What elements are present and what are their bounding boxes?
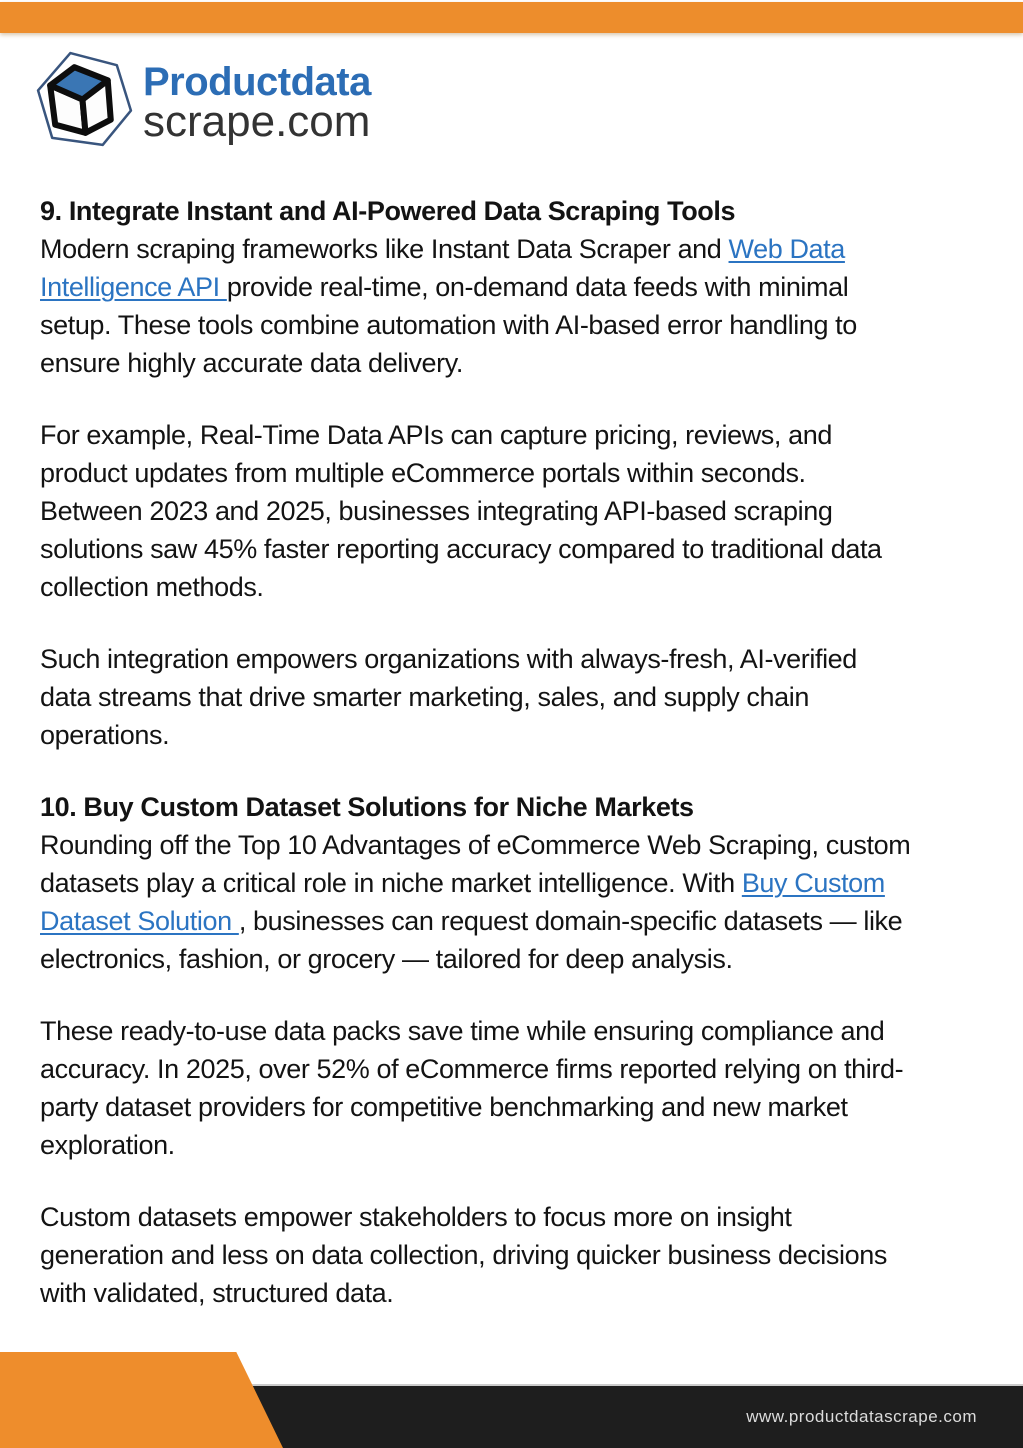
article-body [40,192,990,1346]
text-segment: generation and less on data collection, driving quicker business decisions [40,1240,887,1270]
brand-name-scrape-com: scrape.com [143,97,371,146]
brand-name-productdata: Productdata [143,60,371,104]
para-integration-benefits [40,640,990,754]
text-segment: Such integration empowers organizations with always-fresh, AI-verified [40,644,857,674]
text-line [40,1236,990,1274]
text-line [40,1050,990,1088]
text-line [40,826,990,864]
text-line [40,864,990,902]
buy-custom-dataset-solution-link[interactable]: Dataset Solution [40,906,239,936]
top-accent-bar [0,2,1023,33]
web-data-intelligence-api-link[interactable]: Web Data [728,234,845,264]
text-segment: ensure highly accurate data delivery. [40,348,463,378]
text-line [40,1088,990,1126]
web-data-intelligence-api-link[interactable]: Intelligence API [40,272,227,302]
footer-website-url: www.productdatascrape.com [746,1407,977,1426]
text-segment: collection methods. [40,572,264,602]
text-line [40,344,990,382]
text-segment: These ready-to-use data packs save time while ensuring compliance and [40,1016,885,1046]
text-line [40,940,990,978]
text-segment: with validated, structured data. [40,1278,394,1308]
footer-orange-wedge [0,1352,283,1448]
text-segment: Modern scraping frameworks like Instant Data Scraper and [40,234,729,264]
text-segment: Between 2023 and 2025, businesses integrating API-based scraping [40,496,833,526]
text-segment: setup. These tools combine automation with AI-based error handling to [40,310,857,340]
text-segment: product updates from multiple eCommerce portals within seconds. [40,458,806,488]
para-stakeholders [40,1198,990,1312]
text-segment: party dataset providers for competitive benchmarking and new market [40,1092,848,1122]
text-line [40,454,990,492]
cube-in-hexagon-icon [32,47,138,153]
text-line [40,678,990,716]
para-realtime-example [40,416,990,606]
para-data-packs [40,1012,990,1164]
text-line [40,716,990,754]
text-line [40,640,990,678]
buy-custom-dataset-solution-link[interactable]: Buy Custom [741,868,885,898]
text-line [40,492,990,530]
text-line [40,268,990,306]
brand-logo [32,47,371,153]
brand-wordmark [143,47,371,146]
text-line [40,1198,990,1236]
text-line [40,568,990,606]
text-line [40,902,990,940]
text-line [40,230,990,268]
text-segment: , businesses can request domain-specific datasets — like [238,906,903,936]
text-line [40,530,990,568]
text-segment: operations. [40,720,170,750]
text-segment: For example, Real-Time Data APIs can capture pricing, reviews, and [40,420,832,450]
para-custom-datasets [40,826,990,978]
section-10-heading: 10. Buy Custom Dataset Solutions for Niche Markets [40,792,694,822]
text-segment: Custom datasets empower stakeholders to focus more on insight [40,1202,792,1232]
text-line [40,1012,990,1050]
text-segment: Rounding off the Top 10 Advantages of eCommerce Web Scraping, custom [40,830,911,860]
text-segment: datasets play a critical role in niche market intelligence. With [40,868,742,898]
text-line [40,306,990,344]
text-segment: exploration. [40,1130,175,1160]
text-line [40,1274,990,1312]
text-segment: solutions saw 45% faster reporting accuracy compared to traditional data [40,534,882,564]
text-segment: provide real-time, on-demand data feeds with minimal [226,272,849,302]
text-segment: accuracy. In 2025, over 52% of eCommerce firms reported relying on third- [40,1054,904,1084]
text-line [40,416,990,454]
text-line [40,1126,990,1164]
text-segment: electronics, fashion, or grocery — tailored for deep analysis. [40,944,733,974]
section-9-heading: 9. Integrate Instant and AI-Powered Data Scraping Tools [40,196,736,226]
text-segment: data streams that drive smarter marketing, sales, and supply chain [40,682,809,712]
para-instant-tools [40,230,990,382]
